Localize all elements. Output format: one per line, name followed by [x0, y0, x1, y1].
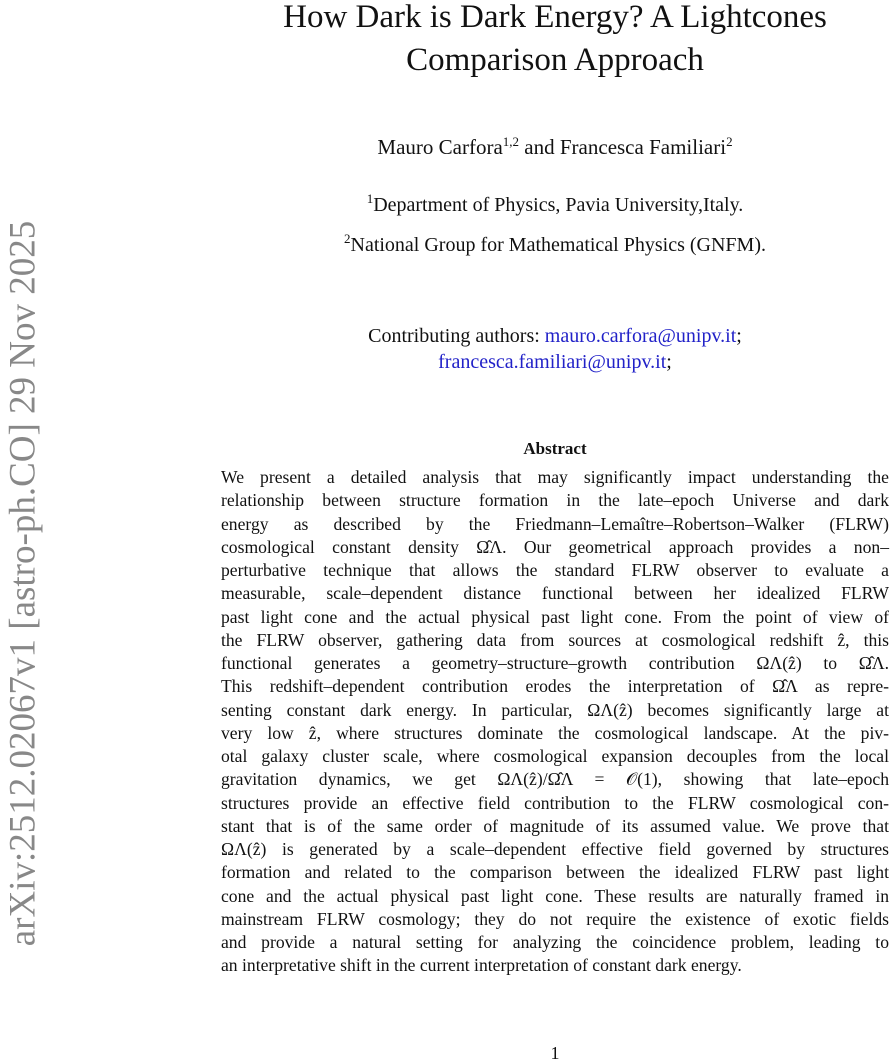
- paper-title: [215, 0, 894, 82]
- abstract-line: cosmological constant density Ω̂Λ. Our geometrical approach provides a non–: [221, 536, 889, 557]
- abstract-line: formation and related to the comparison between the idealized FLRW past light: [221, 862, 889, 883]
- abstract-line: This redshift–dependent contribution erodes the interpretation of Ω̂Λ as repre-: [221, 676, 889, 697]
- author-list: [215, 133, 894, 161]
- abstract-line: structures provide an effective field contribution to the FLRW cosmological con-: [221, 792, 889, 813]
- email-link[interactable]: mauro.carfora@unipv.it: [544, 325, 737, 347]
- abstract-line: measurable, scale–dependent distance functional between her idealized FLRW: [221, 583, 889, 604]
- affiliation-marker: 1: [366, 191, 374, 206]
- abstract-line: ΩΛ(ẑ) is generated by a scale–dependent effective field governed by structures: [221, 839, 890, 859]
- abstract-line: perturbative technique that allows the standard FLRW observer to evaluate a: [221, 560, 889, 580]
- email-link[interactable]: francesca.familiari@unipv.it: [438, 351, 667, 373]
- author-connector: and: [519, 135, 560, 159]
- title-line-1: How Dark is Dark Energy? A Lightcones: [283, 0, 827, 35]
- abstract-line: otal galaxy cluster scale, where cosmological expansion decouples from the local: [221, 746, 889, 766]
- abstract-line: relationship between structure formation in the late–epoch Universe and dark: [221, 490, 889, 511]
- abstract-heading: Abstract: [523, 439, 587, 458]
- affiliation-text: Department of Physics, Pavia University,Italy.: [373, 194, 744, 216]
- abstract-line: gravitation dynamics, we get ΩΛ(ẑ)/Ω̂Λ = 𝒪(1), showing that late–epoch: [221, 769, 889, 790]
- arxiv-stamp-text: arXiv:2512.02067v1 [astro-ph.CO] 29 Nov 2025: [2, 220, 44, 946]
- abstract-line: past light cone and the actual physical past light cone. From the point of view of: [221, 606, 889, 627]
- author-affiliation-marker: 1,2: [502, 134, 520, 149]
- abstract-line: an interpretative shift in the current interpretation of constant dark energy.: [221, 955, 742, 976]
- separator: ;: [666, 351, 672, 373]
- affiliation-text: National Group for Mathematical Physics (GNFM).: [350, 234, 766, 256]
- abstract-line: and provide a natural setting for analyzing the coincidence problem, leading to: [221, 932, 889, 952]
- author-affiliation-marker: 2: [726, 134, 733, 149]
- author-name: Francesca Familiari: [559, 135, 727, 159]
- abstract-line: cone and the actual physical past light cone. These results are naturally framed in: [221, 885, 889, 906]
- separator: ;: [736, 325, 742, 347]
- abstract-line: the FLRW observer, gathering data from sources at cosmological redshift ẑ, this: [221, 629, 889, 650]
- contributing-authors: [215, 323, 894, 375]
- abstract-line: senting constant dark energy. In particular, ΩΛ(ẑ) becomes significantly large at: [221, 699, 889, 720]
- abstract-line: stant that is of the same order of magnitude of its assumed value. We prove that: [221, 815, 889, 836]
- abstract-line: mainstream FLRW cosmology; they do not require the existence of exotic fields: [221, 908, 889, 929]
- affiliation: [215, 192, 894, 218]
- affiliation: [215, 232, 894, 258]
- abstract-line: energy as described by the Friedmann–Lemaître–Robertson–Walker (FLRW): [221, 513, 889, 534]
- title-line-2: Comparison Approach: [406, 42, 704, 78]
- abstract-line: functional generates a geometry–structure–growth contribution ΩΛ(ẑ) to Ω̂Λ.: [221, 653, 889, 673]
- page-number: 1: [550, 1043, 560, 1063]
- abstract-line: very low ẑ, where structures dominate the cosmological landscape. At the piv-: [221, 722, 889, 743]
- contact-label: Contributing authors:: [368, 325, 545, 347]
- abstract-body: [221, 466, 889, 978]
- abstract-line: We present a detailed analysis that may significantly impact understanding the: [221, 467, 889, 487]
- arxiv-stamp: [3, 158, 43, 1008]
- author-name: Mauro Carfora: [377, 135, 503, 159]
- affiliation-marker: 2: [344, 231, 351, 246]
